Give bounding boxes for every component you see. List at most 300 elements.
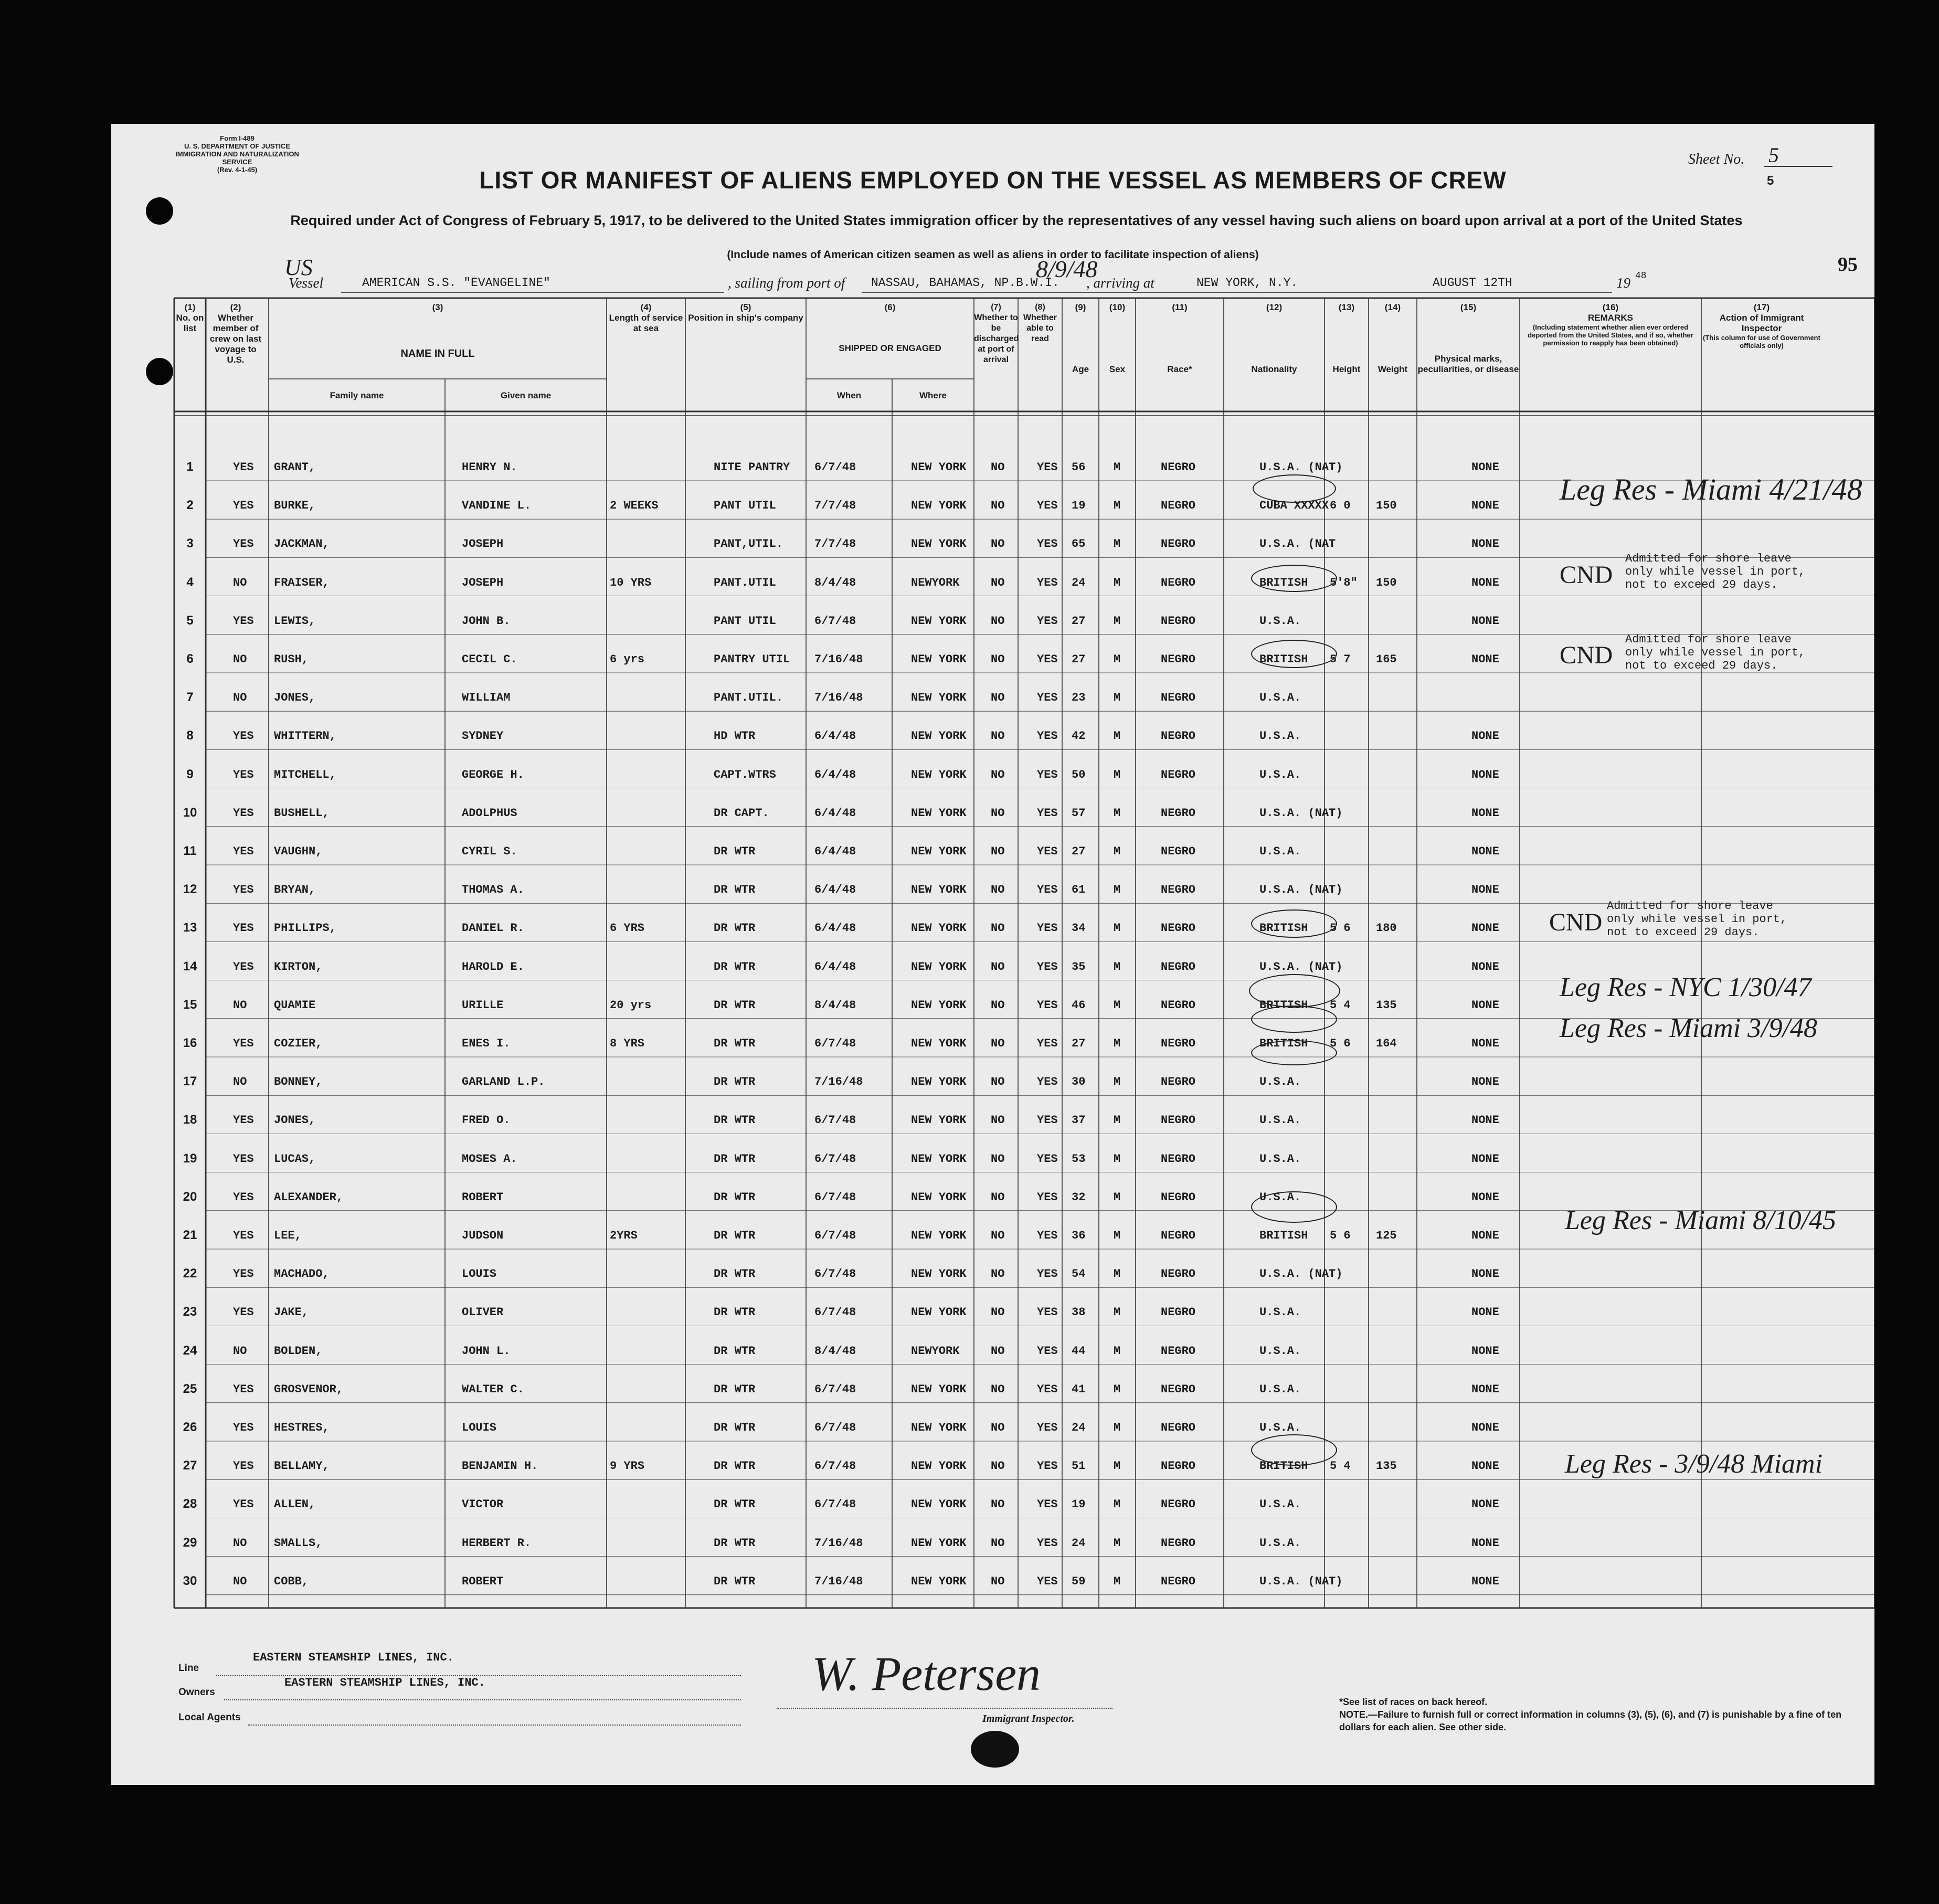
cell-when: 6/4/48 [814,922,856,935]
cell-service: 2 WEEKS [610,499,659,513]
nationality-circle [1251,909,1337,938]
cell-race: NEGRO [1161,998,1196,1012]
col-6-label: SHIPPED OR ENGAGED [839,343,941,353]
cell-given: GEORGE H. [462,768,524,781]
cell-family: BUSHELL, [274,806,330,820]
cell-read: YES [1037,1344,1058,1358]
col-8-label: Whether able to read [1023,313,1057,343]
cell-last: NO [233,576,247,589]
row-number: 14 [183,959,197,974]
service: IMMIGRATION AND NATURALIZATION SERVICE [175,150,299,166]
cell-disch: NO [991,653,1005,666]
cell-when: 6/4/48 [814,845,856,858]
cell-service: 10 YRS [610,576,652,589]
shore-leave-stamp: Admitted for shore leave only while vessel in port, not to exceed 29 days. [1625,633,1806,672]
cell-marks: NONE [1471,729,1499,743]
cell-last: YES [233,1267,254,1281]
cell-family: WHITTERN, [274,729,336,743]
cell-family: GRANT, [274,461,316,474]
cell-when: 6/7/48 [814,1190,856,1204]
cell-last: YES [233,1037,254,1050]
cell-marks: NONE [1471,1344,1499,1358]
cell-disch: NO [991,1574,1005,1588]
cell-when: 6/4/48 [814,883,856,897]
cell-last: YES [233,1459,254,1473]
sheet-number-stamped: 5 [1767,174,1774,188]
cell-sex: M [1114,1306,1121,1319]
cell-height: 5 7 [1330,653,1351,666]
cell-last: YES [233,1114,254,1127]
year-value: 48 [1635,271,1647,281]
cell-last: YES [233,729,254,743]
cell-where: NEW YORK [911,461,967,474]
cell-where: NEW YORK [911,960,967,974]
cell-family: JAKE, [274,1306,309,1319]
cell-race: NEGRO [1161,653,1196,666]
cell-age: 61 [1072,883,1086,897]
cell-read: YES [1037,1498,1058,1511]
cell-age: 41 [1072,1382,1086,1396]
col-number: (7) [991,303,1001,312]
cell-when: 6/7/48 [814,1229,856,1242]
cell-weight: 165 [1376,653,1397,666]
cell-disch: NO [991,461,1005,474]
cell-last: YES [233,1498,254,1511]
cell-age: 53 [1072,1152,1086,1166]
cell-sex: M [1114,729,1121,743]
cell-marks: NONE [1471,922,1499,935]
cell-position: DR WTR [714,1114,756,1127]
col-number: (16) [1602,302,1619,312]
cell-marks: NONE [1471,537,1499,551]
cell-age: 34 [1072,922,1086,935]
cell-sex: M [1114,691,1121,705]
cell-age: 38 [1072,1306,1086,1319]
cell-marks: NONE [1471,806,1499,820]
cell-when: 6/7/48 [814,1382,856,1396]
cell-given: ROBERT [462,1190,504,1204]
cell-where: NEW YORK [911,768,967,781]
cell-marks: NONE [1471,960,1499,974]
cell-when: 6/7/48 [814,1152,856,1166]
cell-when: 7/16/48 [814,1536,863,1550]
cell-nat: BRITISH [1259,1229,1308,1242]
cell-where: NEW YORK [911,614,967,628]
cell-nat: U.S.A. [1259,1344,1301,1358]
cell-nat: U.S.A. [1259,845,1301,858]
cell-last: YES [233,1306,254,1319]
cell-family: JONES, [274,691,316,705]
col-10-label: Sex [1109,364,1126,374]
cell-last: YES [233,537,254,551]
col-14-label: Weight [1378,364,1408,374]
cell-given: BENJAMIN H. [462,1459,538,1473]
arrival-date: AUGUST 12TH [1433,276,1512,290]
cell-given: WALTER C. [462,1382,524,1396]
cell-last: YES [233,806,254,820]
cell-position: DR WTR [714,1344,756,1358]
cell-race: NEGRO [1161,1459,1196,1473]
cell-last: NO [233,1574,247,1588]
cell-given: CYRIL S. [462,845,517,858]
cell-position: DR WTR [714,1152,756,1166]
cell-sex: M [1114,960,1121,974]
cell-disch: NO [991,768,1005,781]
cell-marks: NONE [1471,1498,1499,1511]
cell-given: HENRY N. [462,461,517,474]
cell-family: VAUGHN, [274,845,323,858]
cell-race: NEGRO [1161,1421,1196,1434]
cell-sex: M [1114,1536,1121,1550]
cell-read: YES [1037,998,1058,1012]
cell-given: ROBERT [462,1574,504,1588]
cell-race: NEGRO [1161,1229,1196,1242]
cell-sex: M [1114,1190,1121,1204]
cell-position: DR WTR [714,1190,756,1204]
cell-when: 7/16/48 [814,691,863,705]
year-prefix: 19 [1616,275,1630,291]
cell-sex: M [1114,922,1121,935]
cell-family: JACKMAN, [274,537,330,551]
cell-sex: M [1114,1267,1121,1281]
cell-sex: M [1114,1421,1121,1434]
cell-read: YES [1037,1037,1058,1050]
cell-weight: 180 [1376,922,1397,935]
cell-given: OLIVER [462,1306,504,1319]
cell-where: NEW YORK [911,998,967,1012]
remark-row-21: Leg Res - Miami 8/10/45 [1565,1205,1837,1235]
cell-read: YES [1037,1421,1058,1434]
nationality-circle [1251,1191,1337,1223]
cell-read: YES [1037,1229,1058,1242]
cell-family: GROSVENOR, [274,1382,344,1396]
cell-nat: U.S.A. (NAT) [1259,883,1343,897]
col-3-family: Family name [330,390,384,400]
row-number: 12 [183,882,197,897]
row-number: 11 [183,844,197,858]
cell-nat: U.S.A. (NAT) [1259,1267,1343,1281]
cell-read: YES [1037,1382,1058,1396]
cell-nat: U.S.A. [1259,1382,1301,1396]
nationality-circle [1251,640,1337,668]
cell-height: 5 4 [1330,998,1351,1012]
cell-read: YES [1037,1190,1058,1204]
cell-weight: 135 [1376,1459,1397,1473]
cell-race: NEGRO [1161,499,1196,513]
row-number: 21 [183,1228,197,1242]
cell-nat: U.S.A. [1259,614,1301,628]
cell-disch: NO [991,1229,1005,1242]
cell-when: 7/7/48 [814,537,856,551]
cell-when: 7/16/48 [814,653,863,666]
cell-age: 27 [1072,614,1086,628]
cell-race: NEGRO [1161,1306,1196,1319]
revision: (Rev. 4-1-45) [217,166,258,174]
cell-service: 6 YRS [610,922,645,935]
cell-age: 24 [1072,1536,1086,1550]
owners-label: Owners [178,1687,215,1698]
row-number: 20 [183,1189,197,1204]
cell-read: YES [1037,653,1058,666]
cell-service: 6 yrs [610,653,645,666]
col-number: (1) [184,302,196,312]
cell-race: NEGRO [1161,1037,1196,1050]
row-number: 30 [183,1573,197,1588]
cell-height: 5 6 [1330,1229,1351,1242]
cell-given: JUDSON [462,1229,504,1242]
cell-disch: NO [991,1536,1005,1550]
cell-race: NEGRO [1161,806,1196,820]
cell-where: NEW YORK [911,1267,967,1281]
cell-nat: U.S.A. [1259,1075,1301,1089]
sheet-number-handwritten: 5 [1768,143,1779,167]
cell-sex: M [1114,499,1121,513]
cell-race: NEGRO [1161,1075,1196,1089]
cell-race: NEGRO [1161,922,1196,935]
cell-family: KIRTON, [274,960,323,974]
cnd-mark: CND [1560,641,1613,669]
owners-value: EASTERN STEAMSHIP LINES, INC. [284,1676,485,1689]
cell-where: NEW YORK [911,1075,967,1089]
row-number: 24 [183,1343,197,1358]
cell-disch: NO [991,960,1005,974]
cell-read: YES [1037,1267,1058,1281]
shore-leave-stamp: Admitted for shore leave only while vessel in port, not to exceed 29 days. [1607,900,1787,939]
cell-last: YES [233,461,254,474]
cell-race: NEGRO [1161,1536,1196,1550]
cell-given: URILLE [462,998,504,1012]
cell-given: CECIL C. [462,653,517,666]
cell-disch: NO [991,537,1005,551]
cell-position: DR WTR [714,883,756,897]
cell-race: NEGRO [1161,960,1196,974]
cell-age: 35 [1072,960,1086,974]
cell-family: ALLEN, [274,1498,316,1511]
cell-disch: NO [991,998,1005,1012]
cell-given: JOHN L. [462,1344,511,1358]
cell-last: YES [233,922,254,935]
cell-given: GARLAND L.P. [462,1075,545,1089]
row-number: 17 [183,1074,197,1089]
cell-family: LEE, [274,1229,302,1242]
cell-when: 6/4/48 [814,960,856,974]
cell-position: PANT.UTIL. [714,691,783,705]
row-number: 25 [183,1381,197,1396]
line-value: EASTERN STEAMSHIP LINES, INC. [253,1651,454,1664]
cell-where: NEW YORK [911,1459,967,1473]
col-number: (12) [1266,302,1283,312]
cell-race: NEGRO [1161,729,1196,743]
cell-position: HD WTR [714,729,756,743]
cell-age: 59 [1072,1574,1086,1588]
cell-position: DR WTR [714,1382,756,1396]
cell-when: 6/7/48 [814,1498,856,1511]
cell-given: LOUIS [462,1267,497,1281]
cell-disch: NO [991,1421,1005,1434]
cell-last: YES [233,1190,254,1204]
cell-position: CAPT.WTRS [714,768,776,781]
cell-race: NEGRO [1161,768,1196,781]
cell-race: NEGRO [1161,614,1196,628]
remark-row-2: Leg Res - Miami 4/21/48 [1560,472,1862,506]
col-1-label: No. on list [176,313,204,333]
line-label: Line [178,1663,199,1674]
cell-read: YES [1037,461,1058,474]
remark-row-16: Leg Res - Miami 3/9/48 [1560,1013,1818,1043]
cell-disch: NO [991,1075,1005,1089]
cell-where: NEW YORK [911,1306,967,1319]
cell-race: NEGRO [1161,576,1196,589]
cell-marks: NONE [1471,614,1499,628]
col-number: (9) [1075,302,1086,312]
cell-position: DR WTR [714,1421,756,1434]
cell-race: NEGRO [1161,1267,1196,1281]
cell-family: HESTRES, [274,1421,330,1434]
cell-disch: NO [991,1344,1005,1358]
cell-sex: M [1114,1344,1121,1358]
cell-weight: 150 [1376,499,1397,513]
fine-note: NOTE.—Failure to furnish full or correct information in columns (3), (5), (6), and (7) is punishable by a fine of ten dollars for each alien. See other side. [1339,1709,1842,1732]
cell-position: DR WTR [714,1498,756,1511]
sailing-port: NASSAU, BAHAMAS, NP.B.W.I. [871,276,1059,290]
cell-where: NEW YORK [911,1574,967,1588]
cell-disch: NO [991,576,1005,589]
cell-service: 2YRS [610,1229,638,1242]
cell-when: 8/4/48 [814,1344,856,1358]
cell-given: WILLIAM [462,691,511,705]
cell-age: 54 [1072,1267,1086,1281]
cell-when: 6/4/48 [814,768,856,781]
cell-marks: NONE [1471,1037,1499,1050]
cell-where: NEW YORK [911,729,967,743]
nationality-circle [1251,565,1337,592]
row-number: 27 [183,1458,197,1473]
col-number: (17) [1753,302,1770,312]
cell-race: NEGRO [1161,1344,1196,1358]
cell-race: NEGRO [1161,1574,1196,1588]
cell-marks: NONE [1471,1306,1499,1319]
cell-height: 5'8" [1330,576,1358,589]
cell-read: YES [1037,499,1058,513]
cell-position: DR WTR [714,1267,756,1281]
row-number: 16 [183,1036,197,1050]
cell-given: LOUIS [462,1421,497,1434]
vessel-name: AMERICAN S.S. "EVANGELINE" [362,276,550,290]
cell-height: 5 4 [1330,1459,1351,1473]
col-9-label: Age [1072,364,1089,374]
cell-disch: NO [991,1190,1005,1204]
cell-age: 57 [1072,806,1086,820]
cell-sex: M [1114,768,1121,781]
cell-when: 7/16/48 [814,1574,863,1588]
ink-blot [971,1731,1019,1768]
cell-sex: M [1114,845,1121,858]
cell-age: 19 [1072,1498,1086,1511]
cell-when: 6/7/48 [814,1037,856,1050]
col-7-label: Whether to be discharged at port of arrival [974,313,1019,364]
cell-nat: BRITISH [1259,922,1308,935]
cell-when: 7/16/48 [814,1075,863,1089]
cell-position: DR WTR [714,1306,756,1319]
cnd-mark: CND [1549,908,1603,936]
cell-when: 6/7/48 [814,461,856,474]
row-number: 3 [186,536,194,551]
cell-position: PANT UTIL [714,614,776,628]
cell-race: NEGRO [1161,883,1196,897]
sheet-label: Sheet No. [1688,151,1745,167]
cell-disch: NO [991,1152,1005,1166]
row-number: 26 [183,1420,197,1434]
col-6-when: When [836,390,862,400]
cell-nat: U.S.A. [1259,768,1301,781]
cell-age: 32 [1072,1190,1086,1204]
cell-sex: M [1114,806,1121,820]
cell-marks: NONE [1471,883,1499,897]
page-number: 95 [1838,253,1858,276]
cell-family: MACHADO, [274,1267,330,1281]
row-number: 4 [186,575,194,589]
col-2-label: Whether member of crew on last voyage to U.S. [209,313,262,365]
cell-where: NEWYORK [911,576,960,589]
agents-label: Local Agents [178,1712,241,1723]
cell-marks: NONE [1471,1229,1499,1242]
cell-nat: BRITISH [1259,576,1308,589]
cell-position: DR CAPT. [714,806,769,820]
cell-disch: NO [991,1306,1005,1319]
cell-when: 6/4/48 [814,729,856,743]
cell-weight: 164 [1376,1037,1397,1050]
cell-disch: NO [991,1459,1005,1473]
cell-height: 5 6 [1330,1037,1351,1050]
cell-age: 36 [1072,1229,1086,1242]
cell-position: PANT UTIL [714,499,776,513]
cell-where: NEW YORK [911,653,967,666]
footnote [1339,1696,1874,1733]
cell-where: NEW YORK [911,845,967,858]
cell-nat: BRITISH [1259,998,1308,1012]
cell-read: YES [1037,1574,1058,1588]
cell-family: PHILLIPS, [274,922,336,935]
cell-sex: M [1114,461,1121,474]
cell-nat: BRITISH [1259,653,1308,666]
cell-nat: U.S.A. [1259,1190,1301,1204]
remark-row-27: Leg Res - 3/9/48 Miami [1565,1449,1823,1479]
col-number: (10) [1109,302,1126,312]
col-11-label: Race* [1167,364,1192,374]
subtitle: Required under Act of Congress of February 5, 1917, to be delivered to the United States immigration officer by the representatives of any vessel having such aliens on board upon arrival at a port of the United States [290,213,1743,228]
col-number: (15) [1460,302,1477,312]
cell-service: 20 yrs [610,998,652,1012]
cell-read: YES [1037,845,1058,858]
cell-age: 42 [1072,729,1086,743]
owners-rule [224,1699,741,1700]
cell-sex: M [1114,576,1121,589]
cell-when: 6/4/48 [814,806,856,820]
cell-family: JONES, [274,1114,316,1127]
col-5-label: Position in ship's company [688,313,803,323]
cell-sex: M [1114,1459,1121,1473]
cell-age: 27 [1072,845,1086,858]
cell-race: NEGRO [1161,1190,1196,1204]
cell-age: 24 [1072,1421,1086,1434]
cell-race: NEGRO [1161,537,1196,551]
cell-disch: NO [991,1114,1005,1127]
cell-when: 7/7/48 [814,499,856,513]
inspector-label: Immigrant Inspector. [982,1713,1075,1725]
cell-disch: NO [991,1037,1005,1050]
cell-last: YES [233,499,254,513]
sailing-label: , sailing from port of [728,275,845,291]
